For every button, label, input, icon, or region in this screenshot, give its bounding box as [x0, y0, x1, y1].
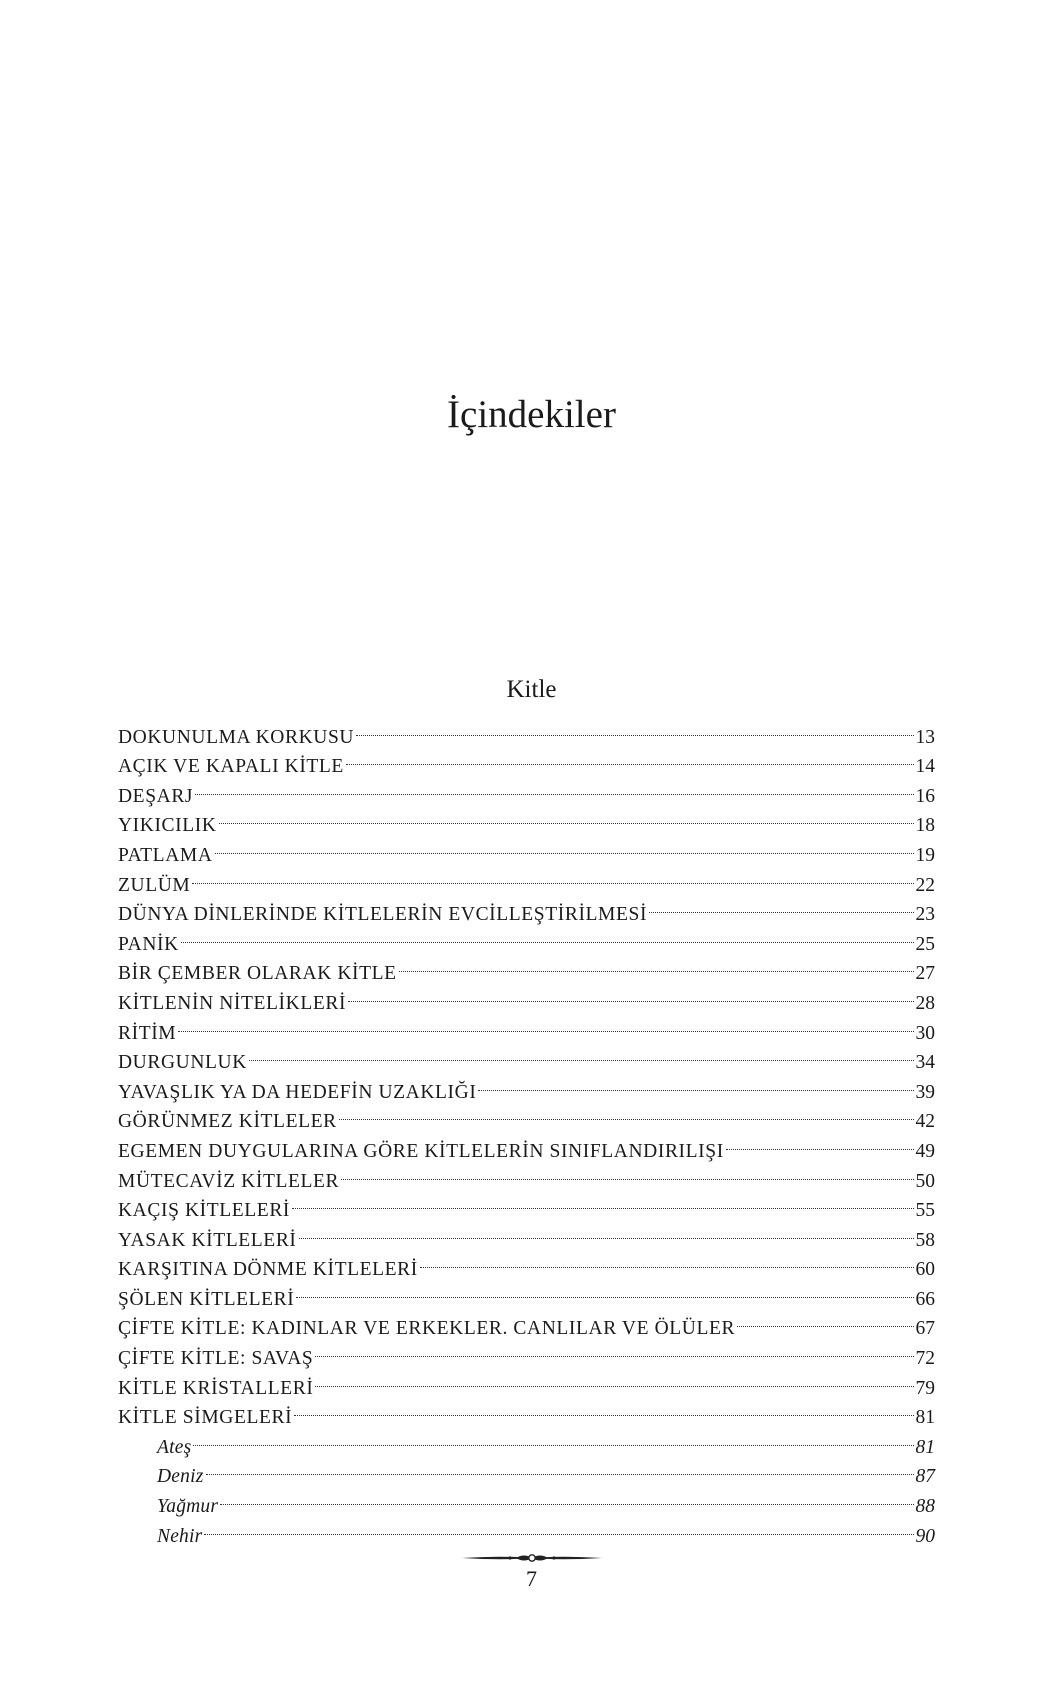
toc-entry-page: 22: [915, 874, 935, 896]
toc-dot-leader: [339, 1098, 914, 1128]
toc-entry-label: BİR ÇEMBER OLARAK KİTLE: [118, 963, 397, 985]
toc-dot-leader: [220, 1482, 913, 1512]
toc-entry: [118, 861, 935, 896]
toc-dot-leader: [219, 802, 914, 832]
toc-dot-leader: [294, 1394, 913, 1424]
toc-dot-leader: [204, 1512, 913, 1542]
toc-dot-leader: [420, 1246, 914, 1276]
toc-entry-page: 72: [915, 1348, 935, 1370]
toc-entry-page: 58: [915, 1229, 935, 1251]
toc-entry: [118, 772, 935, 807]
table-of-contents: [118, 713, 935, 1547]
toc-entry-label: PANİK: [118, 933, 179, 955]
toc-entry-page: 55: [915, 1200, 935, 1222]
toc-dot-leader: [356, 713, 913, 743]
toc-dot-leader: [478, 1068, 913, 1098]
toc-entry-page: 28: [915, 992, 935, 1014]
toc-entry: [118, 920, 935, 955]
toc-dot-leader: [181, 920, 914, 950]
toc-dot-leader: [195, 772, 913, 802]
toc-entry-page: 13: [915, 726, 935, 748]
toc-entry: [118, 713, 935, 748]
toc-dot-leader: [192, 861, 913, 891]
toc-entry-label: KİTLENİN NİTELİKLERİ: [118, 992, 347, 1014]
toc-entry: [118, 802, 935, 837]
toc-entry-label: DOKUNULMA KORKUSU: [118, 726, 355, 748]
toc-entry-page: 60: [915, 1259, 935, 1281]
toc-dot-leader: [178, 1009, 913, 1039]
toc-entry-label: Ateş: [157, 1436, 192, 1458]
toc-entry-page: 30: [915, 1022, 935, 1044]
toc-dot-leader: [193, 1423, 913, 1453]
toc-dot-leader: [215, 831, 914, 861]
toc-entry-label: DÜNYA DİNLERİNDE KİTLELERİN EVCİLLEŞTİRİLMESİ: [118, 904, 648, 926]
toc-entry-page: 27: [915, 963, 935, 985]
toc-entry-label: ÇİFTE KİTLE: KADINLAR VE ERKEKLER. CANLILAR VE ÖLÜLER: [118, 1318, 736, 1340]
toc-entry: [118, 831, 935, 866]
page-number: 7: [526, 1566, 537, 1591]
toc-entry: [118, 891, 935, 926]
toc-entry-page: 87: [915, 1466, 935, 1488]
toc-dot-leader: [299, 1216, 914, 1246]
toc-entry: [118, 1009, 935, 1044]
toc-entry-page: 16: [915, 785, 935, 807]
toc-subentry: [118, 1423, 935, 1458]
toc-entry-label: DURGUNLUK: [118, 1052, 247, 1074]
toc-dot-leader: [315, 1334, 913, 1364]
section-title: Kitle: [506, 676, 557, 703]
toc-entry-page: 34: [915, 1052, 935, 1074]
toc-dot-leader: [249, 1039, 914, 1069]
toc-entry-page: 66: [915, 1288, 935, 1310]
toc-entry-page: 42: [915, 1111, 935, 1133]
toc-entry-page: 88: [915, 1496, 935, 1518]
toc-entry-page: 81: [915, 1407, 935, 1429]
toc-entry-label: GÖRÜNMEZ KİTLELER: [118, 1111, 337, 1133]
toc-dot-leader: [315, 1364, 913, 1394]
toc-entry-page: 49: [915, 1140, 935, 1162]
toc-entry: [118, 950, 935, 985]
toc-entry-label: MÜTECAVİZ KİTLELER: [118, 1170, 340, 1192]
toc-entry-label: ZULÜM: [118, 874, 191, 896]
toc-dot-leader: [206, 1453, 914, 1483]
toc-dot-leader: [296, 1275, 913, 1305]
toc-subentry: [118, 1482, 935, 1518]
toc-entry-label: KARŞITINA DÖNME KİTLELERİ: [118, 1259, 418, 1281]
toc-entry-label: RİTİM: [118, 1022, 177, 1044]
toc-dot-leader: [292, 1187, 913, 1217]
toc-entry-label: Nehir: [157, 1525, 203, 1547]
toc-entry-label: AÇIK VE KAPALI KİTLE: [118, 756, 344, 778]
toc-dot-leader: [346, 743, 914, 773]
toc-entry-label: DEŞARJ: [118, 785, 194, 807]
toc-entry-page: 23: [915, 904, 935, 926]
toc-entry-page: 18: [915, 815, 935, 837]
toc-entry-page: 81: [915, 1436, 935, 1458]
toc-entry-page: 25: [915, 933, 935, 955]
toc-dot-leader: [399, 950, 914, 980]
toc-subentry: [118, 1512, 935, 1547]
toc-entry-page: 90: [915, 1525, 935, 1547]
toc-entry-page: 19: [915, 844, 935, 866]
toc-entry-label: EGEMEN DUYGULARINA GÖRE KİTLELERİN SINIFLANDIRILIŞI: [118, 1140, 724, 1162]
page-title: İçindekiler: [447, 393, 616, 436]
ornamental-divider-icon: [460, 1552, 604, 1564]
toc-subentry: [118, 1453, 935, 1488]
toc-dot-leader: [348, 979, 913, 1009]
toc-entry-label: ÇİFTE KİTLE: SAVAŞ: [118, 1348, 314, 1370]
toc-dot-leader: [341, 1157, 913, 1187]
toc-entry: [118, 1039, 935, 1074]
toc-entry-label: Yağmur: [157, 1496, 219, 1518]
toc-dot-leader: [726, 1127, 914, 1157]
toc-entry-label: Deniz: [157, 1466, 204, 1488]
toc-dot-leader: [649, 891, 913, 921]
toc-entry-label: YIKICILIK: [118, 815, 217, 837]
toc-entry-page: 50: [915, 1170, 935, 1192]
toc-entry-page: 79: [915, 1377, 935, 1399]
toc-entry-page: 14: [915, 756, 935, 778]
toc-entry-page: 67: [915, 1318, 935, 1340]
toc-entry-label: ŞÖLEN KİTLELERİ: [118, 1288, 295, 1310]
toc-entry-page: 39: [915, 1081, 935, 1103]
toc-entry-label: PATLAMA: [118, 844, 213, 866]
toc-entry-label: KAÇIŞ KİTLELERİ: [118, 1200, 291, 1222]
toc-entry-label: KİTLE KRİSTALLERİ: [118, 1377, 314, 1399]
toc-entry-label: KİTLE SİMGELERİ: [118, 1407, 293, 1429]
toc-entry-label: YAVAŞLIK YA DA HEDEFİN UZAKLIĞI: [118, 1081, 477, 1103]
toc-dot-leader: [737, 1305, 913, 1335]
toc-entry-label: YASAK KİTLELERİ: [118, 1229, 297, 1251]
